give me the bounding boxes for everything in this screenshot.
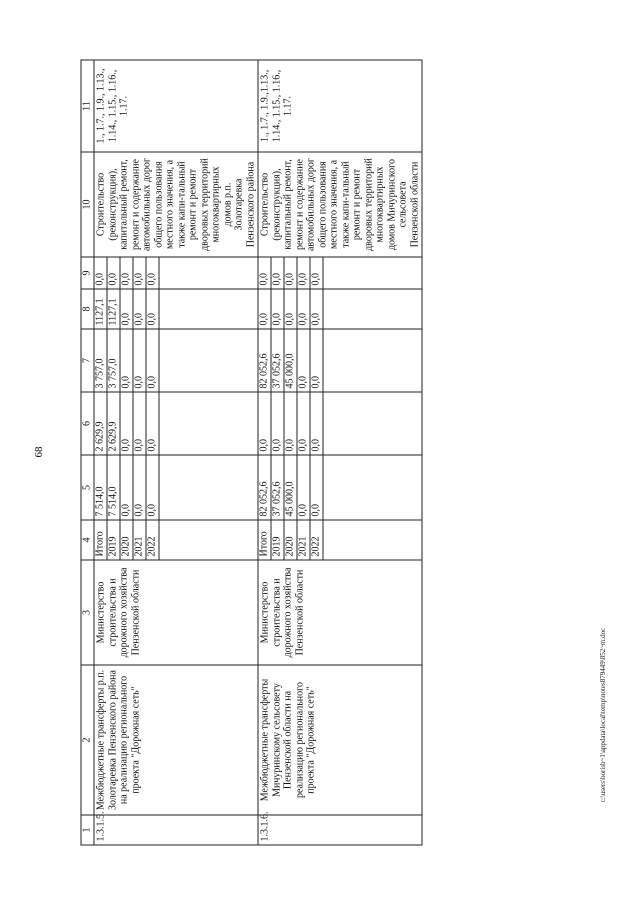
other-cell: 0,0 — [133, 257, 146, 289]
regional-cell: 0,0 — [120, 329, 133, 392]
regional-cell: 3 757,0 — [94, 329, 107, 392]
total-cell: 82 052,6 — [258, 455, 271, 520]
rotated-table-container — [81, 61, 560, 846]
regional-cell: 0,0 — [146, 329, 159, 392]
year-cell: 2020 — [284, 520, 297, 560]
year-cell: 2019 — [107, 520, 120, 560]
table-row — [258, 60, 271, 845]
local-cell: 0,0 — [146, 289, 159, 329]
indicators-cell: 1., 1.7., 1.9.,1.13., 1.14., 1.15., 1.16., 1.17. — [258, 60, 422, 152]
indicators-cell: 1., 1.7., 1.9., 1.13., 1.14., 1.15., 1.16., 1.17. — [94, 60, 258, 152]
year-cell: Итого — [94, 520, 107, 560]
year-cell: Итого — [258, 520, 271, 560]
column-header: 2 — [81, 665, 94, 815]
other-cell: 0,0 — [146, 257, 159, 289]
column-header: 3 — [81, 560, 94, 665]
local-cell: 0,0 — [133, 289, 146, 329]
other-cell: 0,0 — [284, 257, 297, 289]
federal-cell: 0,0 — [120, 392, 133, 455]
total-cell: 7 514,0 — [94, 455, 107, 520]
total-cell: 0,0 — [310, 455, 323, 520]
federal-cell: 2 629,9 — [94, 392, 107, 455]
federal-cell: 0,0 — [133, 392, 146, 455]
total-cell: 0,0 — [133, 455, 146, 520]
federal-cell: 2 629,9 — [107, 392, 120, 455]
column-header: 7 — [81, 329, 94, 392]
federal-cell: 0,0 — [297, 392, 310, 455]
column-header: 5 — [81, 455, 94, 520]
local-cell: 0,0 — [297, 289, 310, 329]
table-row — [94, 60, 107, 845]
column-header: 11 — [81, 60, 94, 152]
regional-cell: 0,0 — [310, 329, 323, 392]
federal-cell: 0,0 — [284, 392, 297, 455]
column-header: 6 — [81, 392, 94, 455]
event-name-cell: Межбюджетные трансферты р.п. Золотаревка Пензенского района на реализацию регионального проекта "Дорожная сеть" — [94, 665, 258, 815]
federal-cell: 0,0 — [310, 392, 323, 455]
column-header: 4 — [81, 520, 94, 560]
other-cell: 0,0 — [297, 257, 310, 289]
other-cell: 0,0 — [258, 257, 271, 289]
goal-cell: Строительство (реконструкция), капитальный ремонт, ремонт и содержание автомобильных дорог общего пользования местного значения, а также капи-тальный ремонт и ремонт дворовых территорий многоквартирных домов р.п. Золотаревка Пензенского района — [94, 152, 258, 257]
executor-cell: Министерство строительства и дорожного хозяйства Пензенской области — [94, 560, 258, 665]
local-cell: 0,0 — [271, 289, 284, 329]
regional-cell: 0,0 — [297, 329, 310, 392]
other-cell: 0,0 — [310, 257, 323, 289]
federal-cell: 0,0 — [271, 392, 284, 455]
event-name-cell: Межбюджетные трансферты Мичуринскому сельсовету Пензенской области на реализацию регионального проекта "Дорожная сеть" — [258, 665, 422, 815]
other-cell: 0,0 — [271, 257, 284, 289]
row-number-cell: 1.3.1.5. — [94, 815, 258, 845]
local-cell: 1127,1 — [107, 289, 120, 329]
year-cell: 2021 — [297, 520, 310, 560]
regional-cell: 0,0 — [133, 329, 146, 392]
page-number: 68 — [33, 446, 45, 458]
local-cell: 0,0 — [284, 289, 297, 329]
other-cell: 0,0 — [120, 257, 133, 289]
other-cell: 0,0 — [107, 257, 120, 289]
local-cell: 0,0 — [310, 289, 323, 329]
column-number-row — [81, 60, 94, 845]
row-number-cell: 1.3.1.6. — [258, 815, 422, 845]
regional-cell: 82 052,6 — [258, 329, 271, 392]
column-header: 9 — [81, 257, 94, 289]
other-cell: 0,0 — [94, 257, 107, 289]
total-cell: 7 514,0 — [107, 455, 120, 520]
local-cell: 0,0 — [258, 289, 271, 329]
year-cell: 2020 — [120, 520, 133, 560]
year-cell: 2019 — [271, 520, 284, 560]
federal-cell: 0,0 — [258, 392, 271, 455]
year-cell: 2021 — [133, 520, 146, 560]
regional-cell: 45 000,0 — [284, 329, 297, 392]
budget-table — [81, 60, 423, 846]
regional-cell: 37 052,6 — [271, 329, 284, 392]
year-cell: 2022 — [310, 520, 323, 560]
regional-cell: 3 757,0 — [107, 329, 120, 392]
total-cell: 45 000,0 — [284, 455, 297, 520]
total-cell: 0,0 — [146, 455, 159, 520]
total-cell: 0,0 — [297, 455, 310, 520]
executor-cell: Министерство строительства и дорожного хозяйства Пензенской области — [258, 560, 422, 665]
goal-cell: Строительство (реконструкция), капитальный ремонт, ремонт и содержание автомобильных дорог общего пользования местного значения, а также капи-тальный ремонт и ремонт дворовых территорий многоквартирных домов Мичуринского сельсовета Пензенской области — [258, 152, 422, 257]
total-cell: 0,0 — [120, 455, 133, 520]
total-cell: 37 052,6 — [271, 455, 284, 520]
year-cell: 2022 — [146, 520, 159, 560]
column-header: 8 — [81, 289, 94, 329]
local-cell: 1127,1 — [94, 289, 107, 329]
column-header: 10 — [81, 152, 94, 257]
column-header: 1 — [81, 815, 94, 845]
file-path-footer: c:\users\borisb~1\appdata\local\temp\notes879449\852~m.doc — [599, 627, 607, 803]
federal-cell: 0,0 — [146, 392, 159, 455]
local-cell: 0,0 — [120, 289, 133, 329]
